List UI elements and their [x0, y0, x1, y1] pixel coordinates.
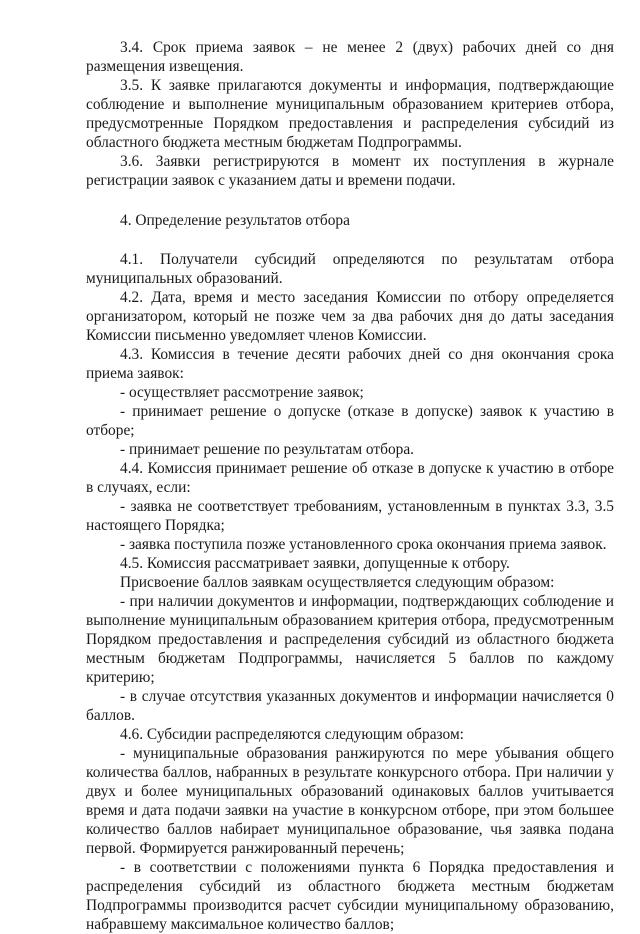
paragraph-4-3: 4.3. Комиссия в течение десяти рабочих дней со дня окончания срока приема заявок: — [86, 346, 614, 382]
list-item: - при наличии документов и информации, подтверждающих соблюдение и выполнение муниципальным образованием критерия отбора, предусмотренным Порядком предоставления и распределения субсидий из областного бюджета местным бюджетам Подпрограммы, начисляется 5 баллов по каждому критерию; — [86, 593, 614, 686]
paragraph-4-1: 4.1. Получатели субсидий определяются по результатам отбора муниципальных образований. — [86, 251, 614, 287]
paragraph-4-4: 4.4. Комиссия принимает решение об отказе в допуске к участию в отборе в случаях, если: — [86, 460, 614, 496]
paragraph-3-5: 3.5. К заявке прилагаются документы и информация, подтверждающие соблюдение и выполнение муниципальным образованием критериев отбора, предусмотренные Порядком предоставления и распределения субсидий из областного бюджета местным бюджетам Подпрограммы. — [86, 77, 614, 151]
section-heading: 4. Определение результатов отбора — [120, 212, 350, 229]
paragraph-4-5: 4.5. Комиссия рассматривает заявки, допущенные к отбору. — [120, 555, 510, 572]
list-item: - принимает решение по результатам отбора. — [120, 441, 415, 458]
list-item: - принимает решение о допуске (отказе в допуске) заявок к участию в отборе; — [86, 403, 614, 439]
paragraph-3-4: 3.4. Срок приема заявок – не менее 2 (двух) рабочих дней со дня размещения извещения. — [86, 39, 614, 75]
list-item: - заявка поступила позже установленного срока окончания приема заявок. — [120, 536, 607, 553]
paragraph-3-6: 3.6. Заявки регистрируются в момент их поступления в журнале регистрации заявок с указанием даты и времени подачи. — [86, 153, 614, 189]
list-item: - осуществляет рассмотрение заявок; — [120, 384, 364, 401]
list-item: - муниципальные образования ранжируются по мере убывания общего количества баллов, набранных в результате конкурсного отбора. При наличии у двух и более муниципальных образований одинаковых баллов учитывается время и дата подачи заявки на участие в конкурсном отборе, при этом большее количество баллов набирает муниципальное образование, чья заявка подана первой. Формируется ранжированный перечень; — [86, 745, 614, 857]
list-item: - заявка не соответствует требованиям, установленным в пунктах 3.3, 3.5 настоящего Порядка; — [86, 498, 614, 534]
list-item: - в случае отсутствия указанных документов и информации начисляется 0 баллов. — [86, 688, 614, 724]
paragraph-4-2: 4.2. Дата, время и место заседания Комиссии по отбору определяется организатором, который не позже чем за два рабочих дня до даты заседания Комиссии письменно уведомляет членов Комиссии. — [86, 289, 614, 344]
paragraph-4-6: 4.6. Субсидии распределяются следующим образом: — [120, 726, 464, 743]
document-body — [86, 38, 614, 934]
list-item: - в соответствии с положениями пункта 6 Порядка предоставления и распределения субсидий из областного бюджета местным бюджетам Подпрограммы производится расчет субсидии муниципальному образованию, набравшему максимальное количество баллов; — [86, 859, 614, 933]
paragraph-scoring: Присвоение баллов заявкам осуществляется следующим образом: — [120, 574, 555, 591]
